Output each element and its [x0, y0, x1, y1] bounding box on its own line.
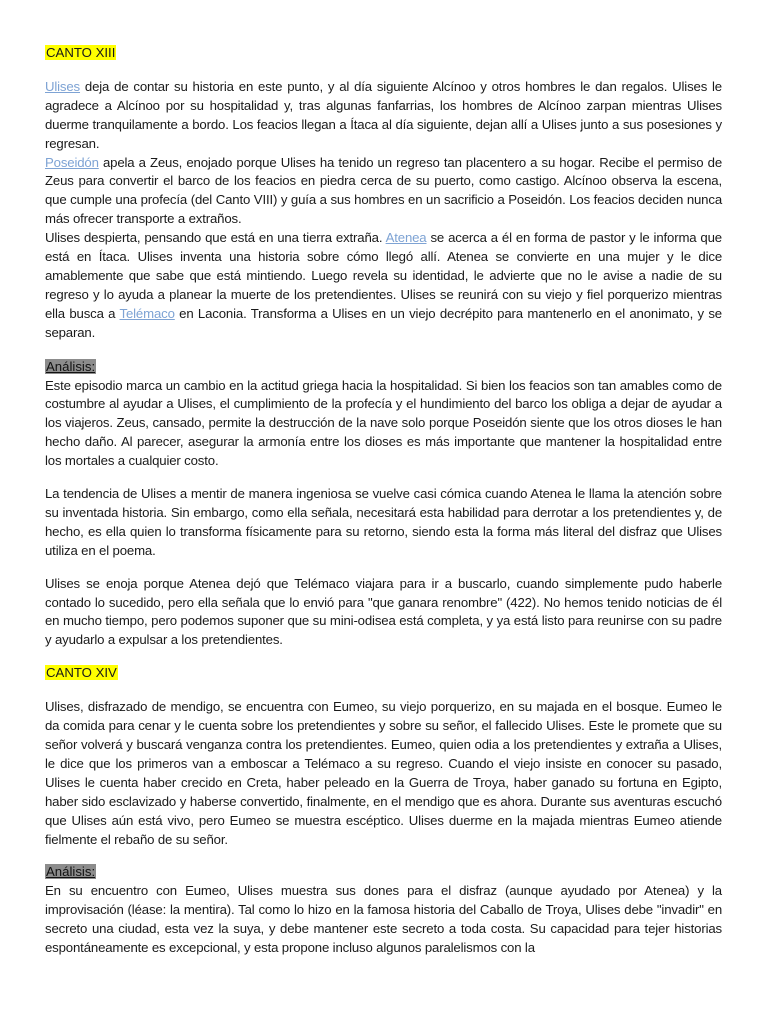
canto-xiii-analysis-1: Este episodio marca un cambio en la actitud griega hacia la hospitalidad. Si bien los feacios son tan amables como de costumbre al ayudar a Ulises, el cumplimiento de la profecía y el hundimiento del barco los obliga a dejar de ayudar a los viajeros. Zeus, cansado, permite la destrucción de la nave solo porque Poseidón siente que los otros dioses le han hecho daño. Al parecer, asegurar la armonía entre los dioses es más importante que mantener la hospitalidad entre los mortales a cualquier costo. [45, 377, 722, 469]
canto-xiii-heading-text: CANTO XIII [46, 45, 116, 60]
ulises-link[interactable]: Ulises [45, 78, 81, 94]
canto-xiii-paragraph-3 [45, 229, 722, 342]
canto-xiv-paragraph-1: Ulises, disfrazado de mendigo, se encuentra con Eumeo, su viejo porquerizo, en su majada en el bosque. Eumeo le da comida para cenar y le cuenta sobre los pretendientes y sobre su señor, el fallecido Ulises. Este le promete que su señor volverá y buscará venganza contra los pretendientes. Eumeo, quien odia a los pretendientes y extraña a Ulises, le dice que los primeros van a emboscar a Telémaco a su regreso. Cuando el viejo insiste en conocer su pasado, Ulises le cuenta haber crecido en Creta, haber peleado en la Guerra de Troya, haber ganado su fortuna en Egipto, haber sido esclavizado y haberse convertido, finalmente, en el mendigo que es ahora. Durante sus aventuras escuchó que Ulises aún está vivo, pero Eumeo se muestra escéptico. Ulises duerme en la majada mientras Eumeo atiende fielmente el rebaño de su señor. [45, 699, 722, 847]
canto-xiv-analysis-label-text: Análisis: [46, 864, 96, 880]
document-page [45, 44, 722, 958]
canto-xiii-analysis-3: Ulises se enoja porque Atenea dejó que Telémaco viajara para ir a buscarlo, cuando simplemente pudo haberle contado lo sucedido, pero ella señala que lo envió para "que ganara renombre" (422). No hemos tenido noticias de él en mucho tiempo, pero podemos suponer que su mini-odisea está completa, y ya está listo para reunirse con su padre y ayudarlo a expulsar a los pretendientes. [45, 575, 722, 648]
canto-xiii-paragraph-3-middle: se acerca a él en forma de pastor y le informa que está en Ítaca. Ulises inventa una historia sobre cómo llegó allí. Atenea se convierte en una mujer y le dice amablemente que sabe que está mintiendo. Luego revela su identidad, le advierte que no le avise a nadie de su regreso y lo ayuda a planear la muerte de los pretendientes. Ulises se reunirá con su viejo y fiel porquerizo mientras ella busca a [45, 230, 722, 321]
canto-xiv-heading [45, 664, 722, 683]
canto-xiii-paragraph-1-text: deja de contar su historia en este punto, y al día siguiente Alcínoo y otros hombres le dan regalos. Ulises le agradece a Alcínoo por su hospitalidad y, tras algunas fanfarrias, los hombres de Alcínoo zarpan mientras Ulises duerme tranquilamente a bordo. Los feacios llegan a Ítaca al día siguiente, dejan allí a Ulises junto a sus posesiones y regresan. [45, 78, 722, 151]
canto-xiii-heading [45, 44, 722, 63]
canto-xiii-paragraph-3-end: en Laconia. Transforma a Ulises en un viejo decrépito para mantenerlo en el anonimato, y se separan. [45, 305, 722, 340]
canto-xiv-analysis-1: En su encuentro con Eumeo, Ulises muestra sus dones para el disfraz (aunque ayudado por Atenea) y la improvisación (léase: la mentira). Tal como lo hizo en la famosa historia del Caballo de Troya, Ulises debe "invadir" en secreto una ciudad, esta vez la suya, y debe mantener este secreto a toda costa. Su capacidad para tejer historias espontáneamente es excepcional, y esta propone incluso algunos paralelismos con la [45, 883, 722, 956]
canto-xiii-analysis-2: La tendencia de Ulises a mentir de manera ingeniosa se vuelve casi cómica cuando Atenea le llama la atención sobre su inventada historia. Sin embargo, como ella señala, necesitará esta habilidad para derrotar a los pretendientes y, de hecho, es ella quien lo transforma físicamente para su retorno, siendo esta la forma más literal del disfraz que Ulises utiliza en el poema. [45, 486, 722, 558]
canto-xiv-analysis-label [45, 863, 722, 882]
canto-xiii-paragraph-2 [45, 154, 722, 230]
poseidon-link[interactable]: Poseidón [45, 154, 99, 170]
canto-xiii-paragraph-3-start: Ulises despierta, pensando que está en una tierra extraña. [45, 230, 386, 246]
canto-xiii-paragraph-1 [45, 78, 722, 154]
canto-xiii-paragraph-2-text: apela a Zeus, enojado porque Ulises ha tenido un regreso tan placentero a su hogar. Recibe el permiso de Zeus para convertir el barco de los feacios en piedra cerca de su puerto, como castigo. Alcínoo observa la escena, que cumple una profecía (del Canto VIII) y guía a sus hombres en un sacrificio a Poseidón. Los feacios deciden nunca más ofrecer transporte a extraños. [45, 154, 722, 227]
atenea-link[interactable]: Atenea [385, 230, 427, 246]
canto-xiii-analysis-label [45, 358, 722, 377]
telemaco-link[interactable]: Telémaco [119, 305, 175, 321]
canto-xiv-heading-text: CANTO XIV [46, 665, 117, 681]
canto-xiii-analysis-label-text: Análisis: [46, 358, 96, 374]
